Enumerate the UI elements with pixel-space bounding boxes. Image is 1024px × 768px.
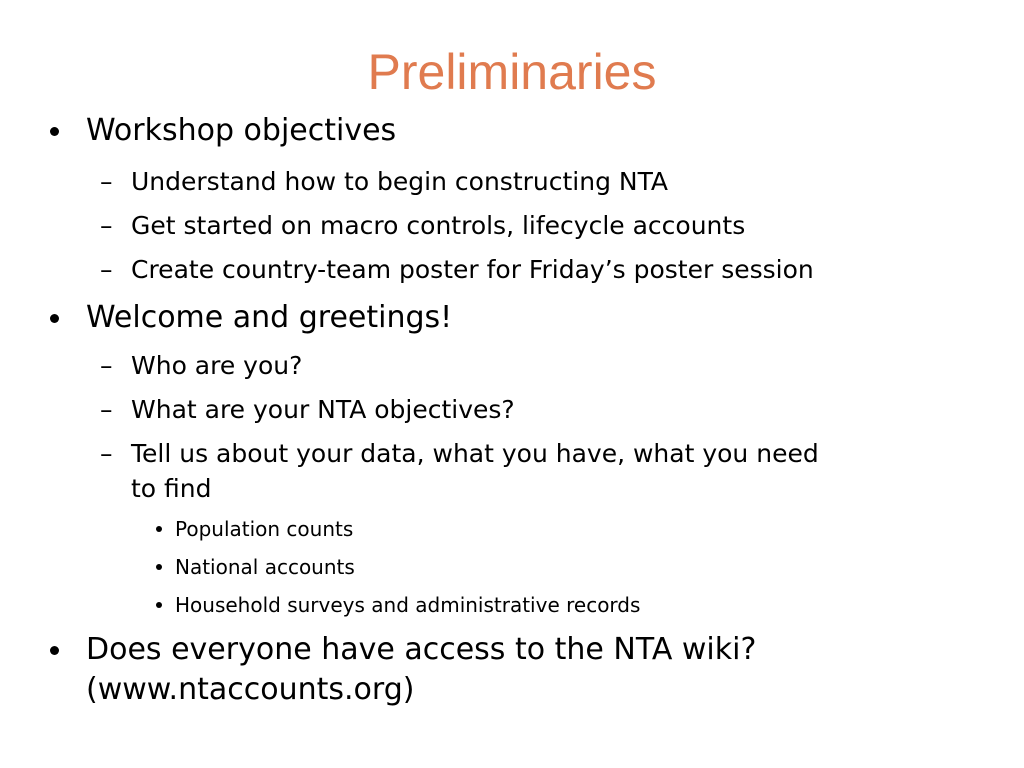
sub-bullet-tell-us-data-cont: to find xyxy=(131,474,212,503)
bullet-dot xyxy=(50,646,59,655)
sub-bullet-tell-us-data: Tell us about your data, what you have, what you need xyxy=(131,439,819,468)
sub-sub-bullet-national-accounts: National accounts xyxy=(175,555,355,579)
bullet-dot-small xyxy=(156,564,162,570)
dash-marker: – xyxy=(100,395,113,424)
dash-marker: – xyxy=(100,439,113,468)
sub-bullet-create-poster: Create country-team poster for Friday’s poster session xyxy=(131,255,814,284)
bullet-dot xyxy=(50,314,59,323)
dash-marker: – xyxy=(100,255,113,284)
bullet-welcome: Welcome and greetings! xyxy=(86,300,453,335)
sub-bullet-get-started: Get started on macro controls, lifecycle accounts xyxy=(131,211,746,240)
slide-title: Preliminaries xyxy=(367,44,657,100)
sub-bullet-understand: Understand how to begin constructing NTA xyxy=(131,167,669,196)
bullet-dot xyxy=(50,127,59,136)
bullet-dot-small xyxy=(156,526,162,532)
bullet-dot-small xyxy=(156,602,162,608)
sub-sub-bullet-population: Population counts xyxy=(175,517,354,541)
bullet-workshop-objectives: Workshop objectives xyxy=(86,113,397,148)
dash-marker: – xyxy=(100,351,113,380)
sub-sub-bullet-household-surveys: Household surveys and administrative records xyxy=(175,593,641,617)
sub-bullet-nta-objectives: What are your NTA objectives? xyxy=(131,395,515,424)
bullet-wiki-access: Does everyone have access to the NTA wiki? xyxy=(86,632,757,667)
sub-bullet-who-are-you: Who are you? xyxy=(131,351,303,380)
bullet-wiki-url: (www.ntaccounts.org) xyxy=(86,672,415,707)
dash-marker: – xyxy=(100,211,113,240)
dash-marker: – xyxy=(100,167,113,196)
